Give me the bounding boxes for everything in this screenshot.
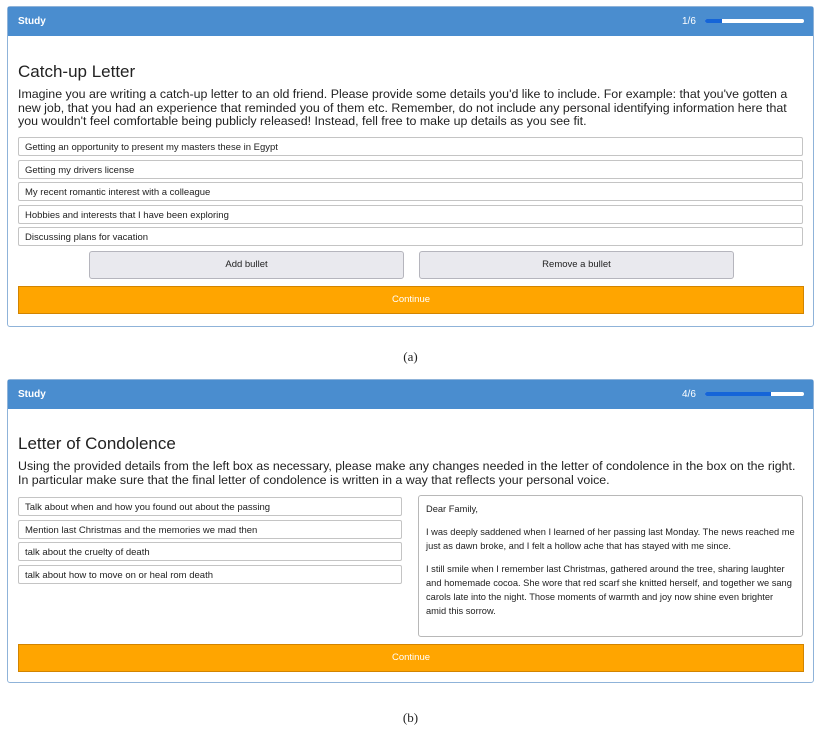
header-bar	[8, 380, 813, 409]
progress-bar	[705, 392, 804, 396]
progress-bar	[705, 19, 804, 23]
bullet-input[interactable]: talk about the cruelty of death	[18, 542, 402, 561]
bullet-input[interactable]: Talk about when and how you found out about the passing	[18, 497, 402, 516]
progress-counter: 1/6	[682, 16, 696, 27]
progress-bar-fill	[705, 19, 722, 23]
instructions-text: Imagine you are writing a catch-up letter to an old friend. Please provide some details you'd like to include. For example: that you've gotten a new job, that you had an experience that reminded you of them etc. Remember, do not include any personal identifying information here that you wouldn't feel comfortable being publicly released! Instead, fell free to make up details as you see fit.	[18, 87, 788, 128]
bullet-input[interactable]: My recent romantic interest with a colleague	[18, 182, 803, 201]
bullet-input[interactable]: Hobbies and interests that I have been exploring	[18, 205, 803, 224]
study-panel-catch-up	[7, 6, 814, 327]
bullet-input[interactable]: talk about how to move on or heal rom death	[18, 565, 402, 584]
progress-counter: 4/6	[682, 389, 696, 400]
bullet-list	[18, 497, 402, 587]
header-bar	[8, 7, 813, 36]
letter-textarea[interactable]	[418, 495, 803, 637]
figure-caption-b: (b)	[402, 710, 419, 725]
continue-button[interactable]: Continue	[18, 286, 804, 314]
page-title: Catch-up Letter	[18, 62, 136, 81]
letter-paragraph: I was deeply saddened when I learned of her passing last Monday. The news reached me just as dawn broke, and I felt a hollow ache that has stayed with me since.	[426, 527, 795, 551]
continue-button[interactable]: Continue	[18, 644, 804, 672]
add-bullet-button[interactable]: Add bullet	[89, 251, 404, 279]
app-title: Study	[18, 389, 46, 400]
bullet-input[interactable]: Getting my drivers license	[18, 160, 803, 179]
letter-paragraph: I still smile when I remember last Christmas, gathered around the tree, sharing laughter and homemade cocoa. She wore that red scarf she knitted herself, and together we sang carols late into the night. Those moments of warmth and joy now shine even brighter amid this sorrow.	[426, 564, 792, 616]
bullet-input[interactable]: Mention last Christmas and the memories we mad then	[18, 520, 402, 539]
letter-greeting: Dear Family,	[426, 504, 478, 514]
bullet-list	[18, 137, 803, 247]
study-panel-condolence	[7, 379, 814, 683]
bullet-input[interactable]: Getting an opportunity to present my masters these in Egypt	[18, 137, 803, 156]
instructions-text: Using the provided details from the left box as necessary, please make any changes needed in the letter of condolence in the box on the right. In particular make sure that the final letter of condolence is written in a way that reflects your personal voice.	[18, 459, 796, 487]
bullet-input[interactable]: Discussing plans for vacation	[18, 227, 803, 246]
progress-bar-fill	[705, 392, 771, 396]
figure-caption-a: (a)	[403, 349, 418, 364]
remove-bullet-button[interactable]: Remove a bullet	[419, 251, 734, 279]
page-title: Letter of Condolence	[18, 434, 176, 453]
app-title: Study	[18, 16, 46, 27]
